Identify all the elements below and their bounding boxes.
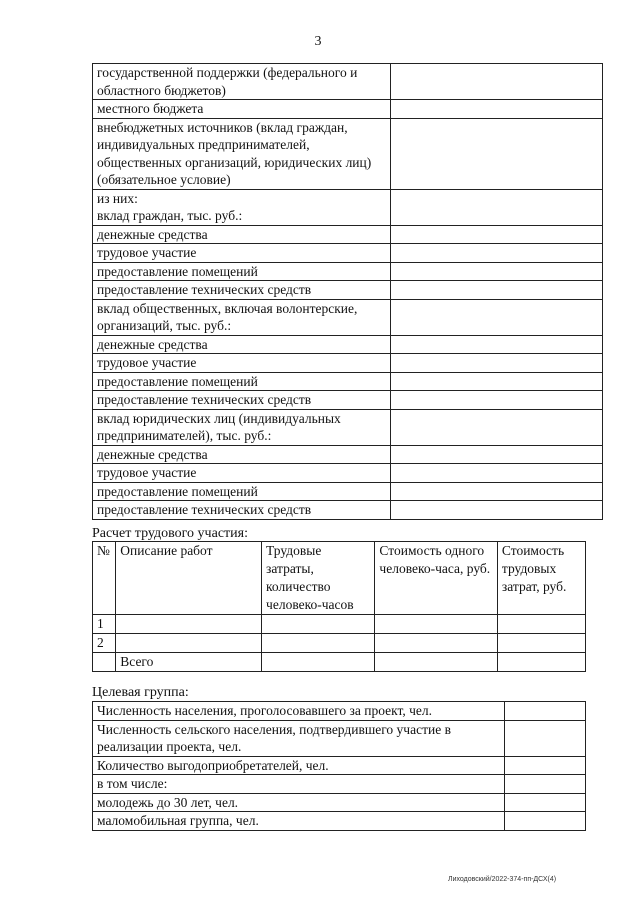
labor-cell[interactable] [375, 653, 497, 672]
table-row [93, 775, 586, 794]
table-row [93, 281, 603, 300]
table-row [93, 634, 586, 653]
table-row [93, 372, 603, 391]
header-total-cost: Стоимость трудовых затрат, руб. [497, 542, 585, 615]
target-row-label: маломобильная группа, чел. [93, 812, 505, 831]
header-number: № [93, 542, 116, 615]
funding-row-label: предоставление помещений [93, 262, 391, 281]
funding-row-value[interactable] [391, 262, 603, 281]
funding-row-label: вклад общественных, включая волонтерские, организаций, тыс. руб.: [93, 299, 391, 335]
document-footer: Лиходовский/2022-374-пп-ДСХ(4) [448, 876, 557, 883]
target-row-value[interactable] [505, 720, 586, 756]
table-row [93, 299, 603, 335]
funding-row-value[interactable] [391, 482, 603, 501]
funding-row-value[interactable] [391, 100, 603, 119]
labor-cell[interactable] [497, 615, 585, 634]
target-group-table [92, 701, 586, 831]
table-row [93, 445, 603, 464]
header-labor-hours: Трудовые затраты, количество человеко-часов [262, 542, 375, 615]
funding-row-value[interactable] [391, 445, 603, 464]
table-row [93, 464, 603, 483]
funding-row-label: трудовое участие [93, 354, 391, 373]
funding-row-value[interactable] [391, 281, 603, 300]
funding-row-value[interactable] [391, 299, 603, 335]
labor-cell[interactable] [262, 653, 375, 672]
funding-row-label: предоставление помещений [93, 372, 391, 391]
table-row [93, 335, 603, 354]
target-row-value[interactable] [505, 775, 586, 794]
funding-row-label: предоставление технических средств [93, 281, 391, 300]
labor-cell[interactable] [497, 634, 585, 653]
header-hour-cost: Стоимость одного человеко-часа, руб. [375, 542, 497, 615]
funding-row-label: из них: вклад граждан, тыс. руб.: [93, 189, 391, 225]
labor-cell[interactable] [262, 634, 375, 653]
table-row [93, 262, 603, 281]
table-row [93, 482, 603, 501]
labor-cell[interactable]: 2 [93, 634, 116, 653]
labor-cell[interactable] [497, 653, 585, 672]
labor-cell[interactable]: Всего [116, 653, 262, 672]
target-row-value[interactable] [505, 812, 586, 831]
funding-row-label: местного бюджета [93, 100, 391, 119]
target-row-label: Численность сельского населения, подтвердившего участие в реализации проекта, чел. [93, 720, 505, 756]
funding-row-value[interactable] [391, 225, 603, 244]
labor-table [92, 541, 586, 672]
funding-row-label: денежные средства [93, 225, 391, 244]
funding-row-value[interactable] [391, 244, 603, 263]
target-row-label: Количество выгодоприобретателей, чел. [93, 756, 505, 775]
target-row-value[interactable] [505, 756, 586, 775]
table-row [93, 100, 603, 119]
funding-row-label: предоставление технических средств [93, 391, 391, 410]
target-row-value[interactable] [505, 793, 586, 812]
target-row-value[interactable] [505, 702, 586, 721]
table-row [93, 812, 586, 831]
funding-row-value[interactable] [391, 335, 603, 354]
funding-row-value[interactable] [391, 391, 603, 410]
table-row [93, 756, 586, 775]
table-row [93, 354, 603, 373]
table-row [93, 118, 603, 189]
table-row [93, 653, 586, 672]
table-row [93, 793, 586, 812]
header-description: Описание работ [116, 542, 262, 615]
funding-row-label: трудовое участие [93, 244, 391, 263]
labor-cell[interactable] [262, 615, 375, 634]
funding-row-label: денежные средства [93, 335, 391, 354]
labor-cell[interactable] [93, 653, 116, 672]
labor-cell[interactable] [116, 634, 262, 653]
funding-row-value[interactable] [391, 409, 603, 445]
table-row [93, 64, 603, 100]
target-caption: Целевая группа: [92, 685, 189, 700]
funding-row-label: предоставление технических средств [93, 501, 391, 520]
funding-row-label: внебюджетных источников (вклад граждан, индивидуальных предпринимателей, общественных организаций, юридических лиц) (обязательное условие) [93, 118, 391, 189]
labor-caption: Расчет трудового участия: [92, 526, 248, 541]
funding-row-value[interactable] [391, 464, 603, 483]
page-number: 3 [314, 34, 322, 49]
table-row [93, 225, 603, 244]
target-row-label: Численность населения, проголосовавшего за проект, чел. [93, 702, 505, 721]
funding-row-label: трудовое участие [93, 464, 391, 483]
table-row [93, 702, 586, 721]
table-row [93, 501, 603, 520]
funding-table [92, 63, 603, 520]
labor-cell[interactable] [375, 634, 497, 653]
table-row [93, 615, 586, 634]
funding-row-value[interactable] [391, 189, 603, 225]
table-row [93, 409, 603, 445]
funding-row-value[interactable] [391, 64, 603, 100]
labor-cell[interactable]: 1 [93, 615, 116, 634]
funding-row-value[interactable] [391, 118, 603, 189]
target-row-label: молодежь до 30 лет, чел. [93, 793, 505, 812]
labor-cell[interactable] [116, 615, 262, 634]
table-row [93, 244, 603, 263]
funding-row-value[interactable] [391, 354, 603, 373]
table-row [93, 720, 586, 756]
funding-row-label: государственной поддержки (федерального и областного бюджетов) [93, 64, 391, 100]
funding-row-label: вклад юридических лиц (индивидуальных предпринимателей), тыс. руб.: [93, 409, 391, 445]
labor-cell[interactable] [375, 615, 497, 634]
funding-row-label: предоставление помещений [93, 482, 391, 501]
funding-row-value[interactable] [391, 372, 603, 391]
funding-row-label: денежные средства [93, 445, 391, 464]
target-row-label: в том числе: [93, 775, 505, 794]
table-row [93, 189, 603, 225]
table-row [93, 391, 603, 410]
funding-row-value[interactable] [391, 501, 603, 520]
